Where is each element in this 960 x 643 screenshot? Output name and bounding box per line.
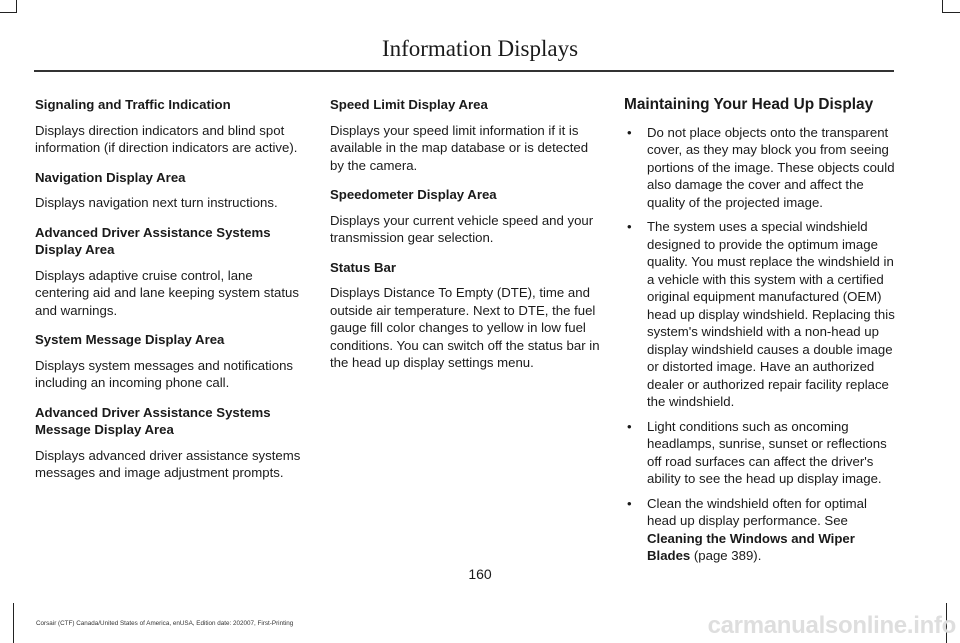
section-title-maintaining: Maintaining Your Head Up Display [624, 96, 874, 113]
watermark: carmanualsonline.info [707, 612, 956, 639]
section-adas-message [35, 404, 307, 482]
section-system-message [35, 331, 307, 392]
crop-mark [942, 0, 943, 13]
section-heading: Advanced Driver Assistance Systems Message Display Area [35, 404, 271, 437]
section-speedometer [330, 186, 602, 247]
list-item-text: Clean the windshield often for optimal head up display performance. See [647, 495, 867, 528]
section-body: Displays adaptive cruise control, lane centering aid and lane keeping system status and warnings. [35, 267, 299, 318]
footer-edition-info: Corsair (CTF) Canada/United States of America, enUSA, Edition date: 202007, First-Printing [36, 620, 294, 627]
bullet-icon: • [627, 495, 632, 511]
crop-mark [0, 12, 17, 13]
section-status-bar [330, 259, 602, 372]
list-item-text: The system uses a special windshield designed to provide the optimum image quality. You must replace the windshield in a vehicle with this system with a certified original equipment manufactured (OEM) head up display windshield. Replacing this system's windshield with a non-head up display windshield causes a double image or distorted image. Have an authorized dealer or authorized repair facility replace the windshield. [647, 219, 895, 409]
list-item-text: Do not place objects onto the transparent cover, as they may block you from seeing portions of the image. These objects could also damage the cover and affect the quality of the projected image. [647, 124, 895, 210]
section-heading: System Message Display Area [35, 332, 225, 347]
section-body: Displays direction indicators and blind spot information (if direction indicators are active). [35, 122, 298, 155]
list-item [624, 418, 896, 488]
section-body: Displays your speed limit information if it is available in the map database or is detected by the camera. [330, 122, 589, 173]
page-reference: (page 389). [690, 548, 762, 563]
column-right [624, 96, 896, 572]
list-item-text: Light conditions such as oncoming headlamps, sunrise, sunset or reflections off road surfaces can affect the driver's ability to see the head up display image. [647, 418, 887, 486]
section-signaling [35, 96, 307, 157]
crop-mark [942, 12, 960, 13]
section-adas-display [35, 224, 307, 320]
section-heading: Navigation Display Area [35, 169, 186, 185]
section-heading: Signaling and Traffic Indication [35, 97, 231, 112]
bullet-icon: • [627, 418, 632, 434]
list-item [624, 218, 896, 411]
crop-mark [16, 0, 17, 13]
section-body: Displays your current vehicle speed and your transmission gear selection. [330, 212, 594, 245]
list-item [624, 124, 896, 212]
bullet-icon: • [627, 219, 632, 234]
page-title: Information Displays [381, 36, 579, 61]
section-heading: Speed Limit Display Area [330, 97, 488, 112]
section-speed-limit [330, 96, 602, 174]
column-left [35, 96, 307, 494]
bullet-list [624, 124, 896, 565]
section-heading: Speedometer Display Area [330, 187, 497, 202]
list-item [624, 495, 896, 565]
page-number: 160 [468, 566, 492, 582]
section-heading: Advanced Driver Assistance Systems Display Area [35, 224, 271, 257]
crop-mark [13, 603, 14, 643]
bullet-icon: • [627, 124, 632, 140]
section-navigation [35, 169, 307, 212]
header-divider [34, 70, 894, 72]
section-body: Displays system messages and notifications including an incoming phone call. [35, 357, 293, 390]
section-body: Displays navigation next turn instructions. [35, 195, 278, 210]
section-heading: Status Bar [330, 259, 396, 275]
cross-reference-link[interactable]: Cleaning the Windows and Wiper Blades [647, 530, 855, 563]
section-body: Displays advanced driver assistance systems messages and image adjustment prompts. [35, 447, 301, 480]
column-middle [330, 96, 602, 384]
section-body: Displays Distance To Empty (DTE), time and outside air temperature. Next to DTE, the fuel gauge fill color changes to yellow in low fuel conditions. You can switch off the status bar in the head up display settings menu. [330, 285, 600, 370]
